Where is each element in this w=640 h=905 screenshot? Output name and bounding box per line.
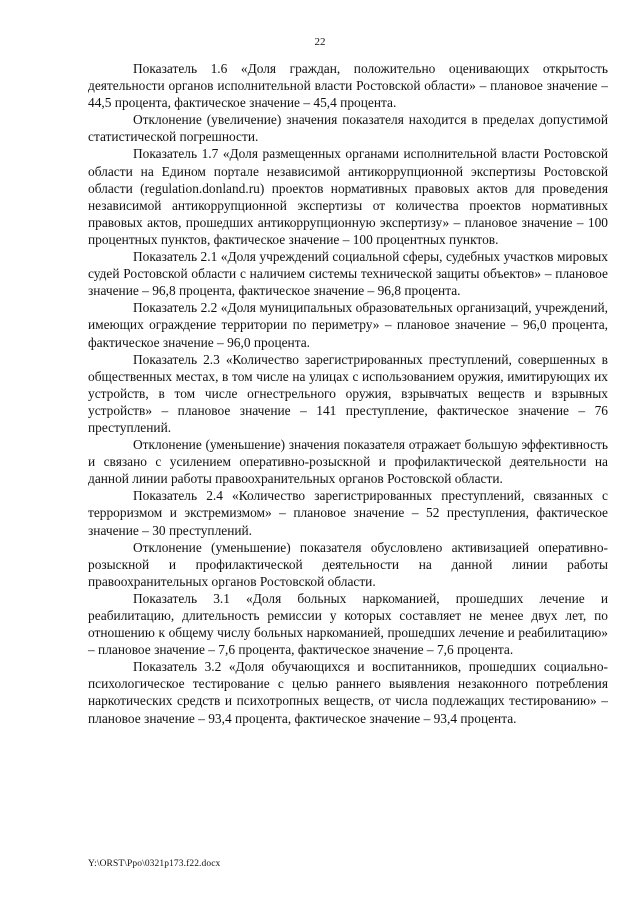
paragraph-deviation-1-6: Отклонение (увеличение) значения показателя находится в пределах допустимой статистической погрешности. (88, 112, 608, 145)
paragraph-deviation-2-4: Отклонение (уменьшение) показателя обусловлено активизацией оперативно-розыскной и профилактической деятельности на данной линии работы правоохранительных органов Ростовской области. (88, 539, 608, 589)
paragraph-deviation-2-3: Отклонение (уменьшение) значения показателя отражает большую эффективность и связано с усилением оперативно-розыскной и профилактической деятельности на данной линии работы правоохранительных органов Ростовской области. (88, 437, 608, 487)
page-number: 22 (314, 36, 326, 48)
document-body (88, 60, 608, 727)
paragraph-indicator-3-1: Показатель 3.1 «Доля больных наркоманией, прошедших лечение и реабилитацию, длительность ремиссии у которых составляет не менее двух лет, по отношению к общему числу больных наркоманией, прошедших лечение и реабилитацию» – плановое значение – 7,6 процента, фактическое значение – 7,6 процента. (88, 590, 608, 658)
paragraph-indicator-2-3: Показатель 2.3 «Количество зарегистрированных преступлений, совершенных в общественных местах, в том числе на улицах с использованием оружия, имитирующих их устройств, в том числе огнестрельного оружия, взрывчатых веществ и взрывных устройств» – плановое значение – 141 преступление, фактическое значение – 76 преступлений. (88, 351, 608, 435)
paragraph-indicator-2-1: Показатель 2.1 «Доля учреждений социальной сферы, судебных участков мировых судей Ростовской области с наличием системы технической защиты объектов» – плановое значение – 96,8 процента, фактическое значение – 96,8 процента. (88, 249, 608, 299)
paragraph-indicator-2-2: Показатель 2.2 «Доля муниципальных образовательных организаций, учреждений, имеющих ограждение территории по периметру» – плановое значение – 96,0 процента, фактическое значение – 96,0 процента. (88, 300, 608, 350)
paragraph-indicator-1-6: Показатель 1.6 «Доля граждан, положительно оценивающих открытость деятельности органов исполнительной власти Ростовской области» – плановое значение – 44,5 процента, фактическое значение – 45,4 процента. (88, 61, 608, 111)
footer-file-path: Y:\ORST\Ppo\0321p173.f22.docx (88, 859, 221, 869)
paragraph-indicator-1-7: Показатель 1.7 «Доля размещенных органами исполнительной власти Ростовской области на Едином портале независимой антикоррупционной экспертизы Ростовской области (regulation.donland.ru) проектов нормативных правовых актов для проведения независимой антикоррупционной экспертизы от количества проектов нормативных правовых актов, прошедших антикоррупционную экспертизу» – плановое значение – 100 процентных пунктов, фактическое значение – 100 процентных пунктов. (88, 146, 608, 247)
paragraph-indicator-2-4: Показатель 2.4 «Количество зарегистрированных преступлений, связанных с терроризмом и экстремизмом» – плановое значение – 52 преступления, фактическое значение – 30 преступлений. (88, 488, 608, 538)
paragraph-indicator-3-2: Показатель 3.2 «Доля обучающихся и воспитанников, прошедших социально-психологическое тестирование с целью раннего выявления незаконного потребления наркотических средств и психотропных веществ, от числа подлежащих тестированию» – плановое значение – 93,4 процента, фактическое значение – 93,4 процента. (88, 659, 608, 726)
